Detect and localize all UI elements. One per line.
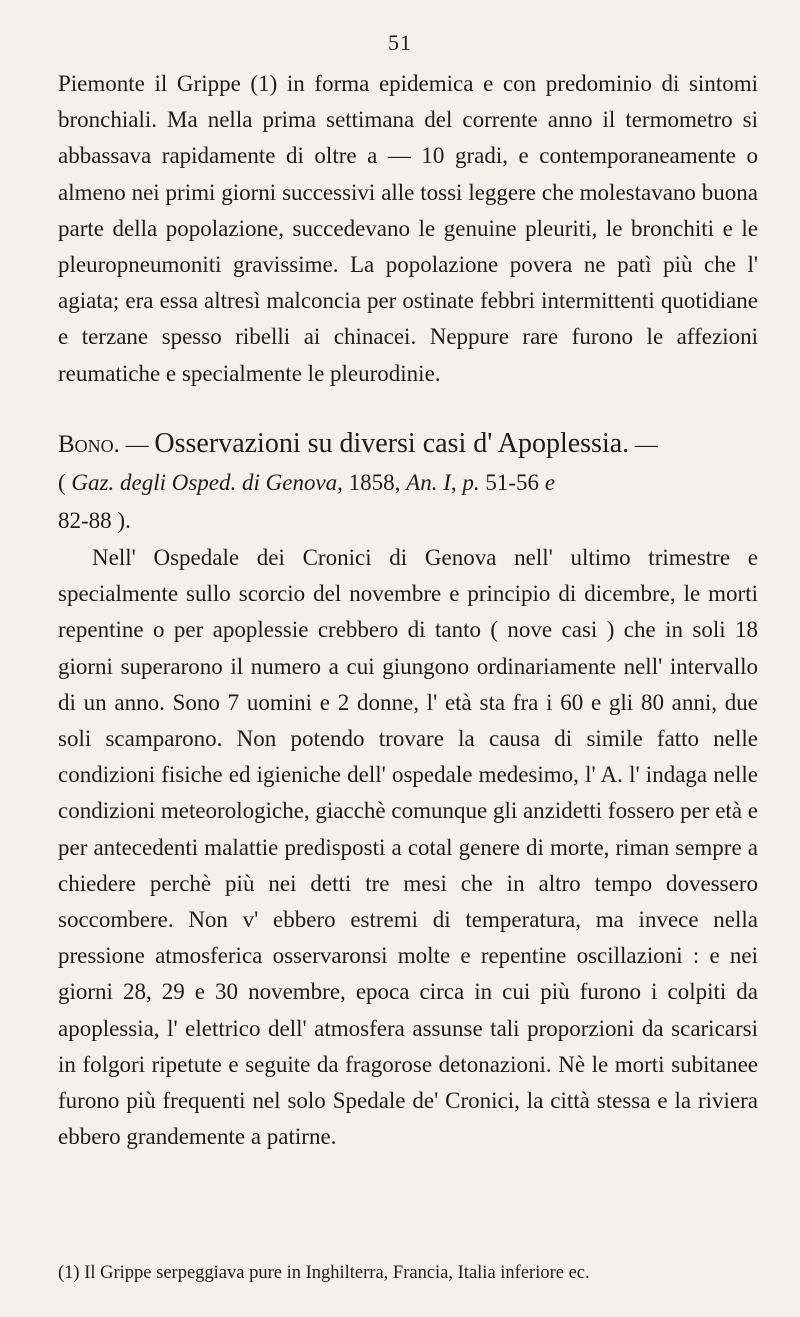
intro-paragraph-block <box>58 66 758 392</box>
entry-title-trail: — <box>629 432 658 457</box>
entry-reference-continuation <box>58 502 758 540</box>
reference-year: , 1858, <box>337 470 407 495</box>
bibliographic-entry <box>58 425 758 540</box>
reference-extra-pages: 82-88 <box>58 508 112 533</box>
intro-paragraph: Piemonte il Grippe (1) in forma epidemica e con predominio di sintomi bronchiali. Ma nella prima settimana del corrente anno il termometro si abbassava rapidamente di oltre a — 10 gradi, e contemporaneamente o almeno nei primi giorni successivi alle tossi leggere che molestavano buona parte della popolazione, succedevano le genuine pleuriti, le bronchiti e le pleuropneumoniti gravissime. La popolazione povera ne patì più che l' agiata; era essa altresì malconcia per ostinate febbri intermittenti quotidiane e terzane spesso ribelli ai chinacei. Neppure rare furono le affezioni reumatiche e specialmente le pleurodinie. <box>58 71 758 386</box>
reference-volume: An. I, p. <box>406 470 480 495</box>
footnote: (1) Il Grippe serpeggiava pure in Inghilterra, Francia, Italia inferiore ec. <box>58 1263 590 1283</box>
reference-pages: 51-56 <box>479 470 540 495</box>
entry-reference-line <box>58 464 758 502</box>
reference-and: e <box>539 470 556 495</box>
entry-separator: — <box>119 432 155 457</box>
reference-source: Gaz. degli Osped. di Genova <box>71 470 338 495</box>
body-paragraph: Nell' Ospedale dei Cronici di Genova nell' ultimo trimestre e specialmente sullo scorcio del novembre e principio di dicembre, le morti repentine o per apoplessie crebbero di tanto ( nove casi ) che in soli 18 giorni superarono il numero a cui giungono ordinariamente nell' intervallo di un anno. Sono 7 uomini e 2 donne, l' età sta fra i 60 e gli 80 anni, due soli scamparono. Non potendo trovare la causa di simile fatto nelle condizioni fisiche ed igieniche dell' ospedale medesimo, l' A. l' indaga nelle condizioni meteorologiche, giacchè comunque gli anzidetti fossero per età e per antecedenti malattie predisposti a cotal genere di morte, riman sempre a chiedere perchè più nei detti tre mesi che in altro tempo dovessero soccombere. Non v' ebbero estremi di temperatura, ma invece nella pressione atmosferica osservaronsi molte e repentine oscillazioni : e nei giorni 28, 29 e 30 novembre, epoca circa in cui più furono i colpiti da apoplessia, l' elettrico dell' atmosfera assunse tali proporzioni da scaricarsi in folgori ripetute e seguite da fragorose detonazioni. Nè le morti subitanee furono più frequenti nel solo Spedale de' Cronici, la città stessa e la riviera ebbero grandemente a patirne. <box>58 545 758 1150</box>
entry-heading-line <box>58 425 758 464</box>
entry-title: Osservazioni su diversi casi d' Apoplessia. <box>154 428 630 459</box>
page-number: 51 <box>388 30 412 55</box>
reference-close: ). <box>111 508 131 533</box>
reference-open: ( <box>58 470 72 495</box>
body-paragraph-block <box>58 540 758 1155</box>
entry-author: Bono. <box>58 431 120 458</box>
